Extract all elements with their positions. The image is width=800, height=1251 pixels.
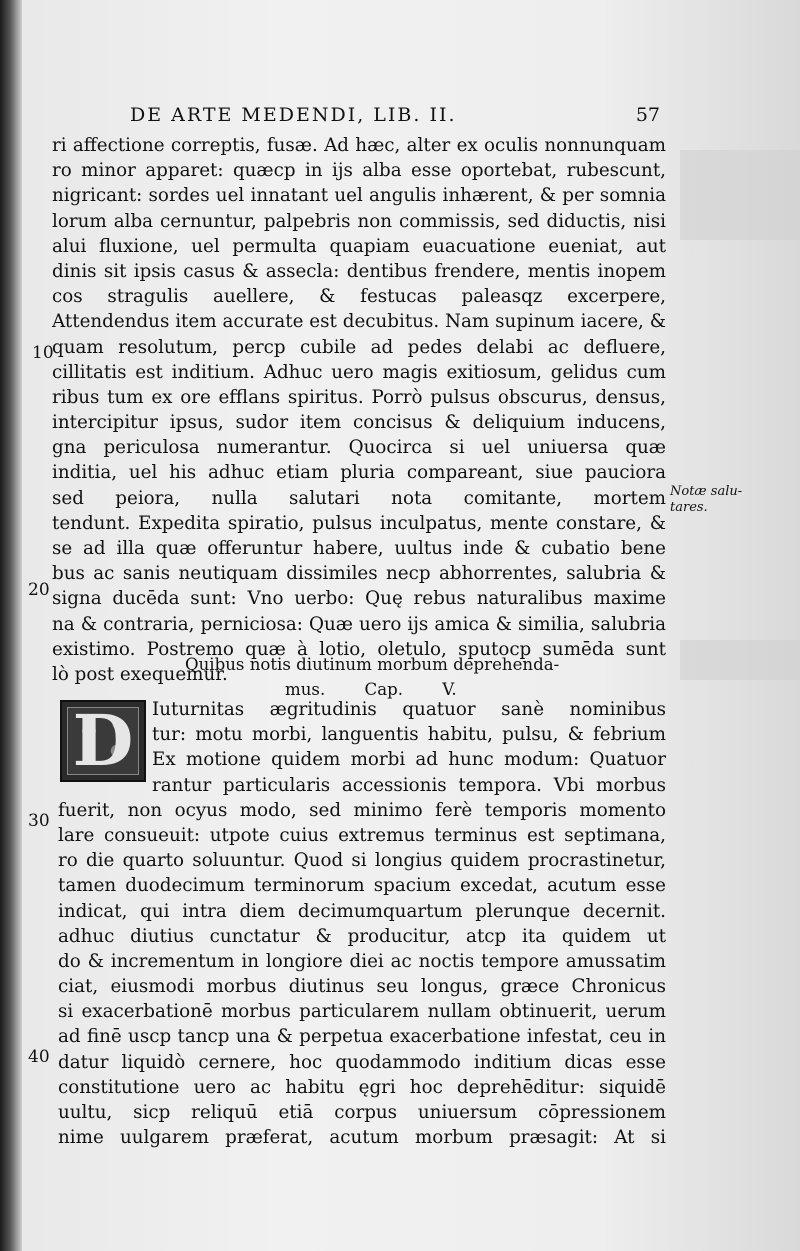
- text-line: na & contraria, perniciosa: Quæ uero ijs amica & similia, salubria: [52, 613, 666, 635]
- text-line: sed peiora, nulla salutari nota comitante, mortem: [52, 487, 666, 509]
- text-line: nigricant: sordes uel innatant uel angulis inhærent, & per somnia: [52, 185, 666, 207]
- line-number: 40: [28, 1047, 50, 1067]
- text-line: quam resolutum, percp cubile ad pedes delabi ac defluere,: [52, 336, 666, 358]
- line-number: 10: [32, 343, 54, 363]
- chapter-number: V.: [442, 680, 457, 699]
- text-block-bottom: [58, 697, 666, 1150]
- text-line: constitutione uero ac habitu ęgri hoc deprehēditur: siquidē: [58, 1076, 666, 1098]
- marginal-note-line: Notæ salu-: [670, 484, 743, 499]
- text-block-top: [52, 133, 666, 687]
- bleed-through-mark: [680, 640, 800, 680]
- running-header: [130, 104, 660, 132]
- text-line: existimo. Postremo quæ à lotio, oletulo, sputocp sumēda sunt: [52, 638, 666, 660]
- text-line: lò post exequemur.: [52, 663, 228, 685]
- chapter-heading: [185, 652, 665, 702]
- text-line: tur: motu morbi, languentis habitu, pulsu, & febrium: [152, 724, 666, 746]
- chapter-heading-word: mus.: [285, 680, 326, 699]
- text-line: ro minor apparet: quæcp in ijs alba esse oportebat, rubescunt,: [52, 160, 666, 182]
- text-line: rantur particularis accessionis tempora. Vbi morbus: [152, 774, 666, 796]
- text-line: ro die quarto soluuntur. Quod si longius quidem procrastinetur,: [58, 850, 666, 872]
- text-line: cos stragulis auellere, & festucas paleasqz excerpere,: [52, 286, 666, 308]
- text-line: fuerit, non ocyus modo, sed minimo ferè temporis momento: [58, 799, 666, 821]
- chapter-heading-line: Quibus notis diutinum morbum deprehenda-: [185, 655, 560, 674]
- text-line: tamen duodecimum terminorum spacium excedat, acutum esse: [58, 875, 666, 897]
- text-line: ribus tum ex ore efflans spiritus. Porrò pulsus obscurus, densus,: [52, 386, 666, 408]
- text-line: ciat, eiusmodi morbus diutinus seu longus, græce Chronicus: [58, 976, 666, 998]
- text-line: bus ac sanis neutiquam dissimiles necp abhorrentes, salubria &: [52, 563, 666, 585]
- text-line: indicat, qui intra diem decimumquartum plerunque decernit.: [58, 900, 666, 922]
- running-title: DE ARTE MEDENDI, LIB. II.: [130, 104, 457, 126]
- text-line: gna periculosa numerantur. Quocirca si uel uniuersa quæ: [52, 437, 666, 459]
- text-line: cillitatis est inditium. Adhuc uero magis exitiosum, gelidus cum: [52, 361, 666, 383]
- drop-cap-letter: D: [72, 699, 134, 782]
- text-line: Attendendus item accurate est decubitus. Nam supinum iacere, &: [52, 311, 666, 333]
- text-line: tendunt. Expedita spiratio, pulsus inculpatus, mente constare, &: [52, 512, 666, 534]
- text-line: lare consueuit: utpote cuius extremus terminus est septimana,: [58, 824, 666, 846]
- text-line: nime uulgarem præferat, acutum morbum præsagit: At si: [58, 1127, 666, 1149]
- text-line: ri affectione correptis, fusæ. Ad hæc, alter ex oculis nonnunquam: [52, 135, 666, 156]
- page-number: 57: [635, 104, 660, 126]
- binding-gutter: [0, 0, 22, 1251]
- text-line: dinis sit ipsis casus & assecla: dentibus frendere, mentis inopem: [52, 260, 666, 282]
- text-line: Ex motione quidem morbi ad hunc modum: Quatuor: [152, 749, 666, 771]
- text-line: uultu, sicp reliquū etiā corpus uniuersum cōpressionem: [58, 1102, 666, 1123]
- text-line: do & incrementum in longiore diei ac noctis tempore amussatim: [58, 950, 666, 972]
- text-line: se ad illa quæ offeruntur habere, uultus inde & cubatio bene: [52, 538, 666, 559]
- text-line: datur liquidò cernere, hoc quodammodo inditium dicas esse: [58, 1051, 666, 1073]
- text-line: intercipitur ipsus, sudor item concisus & deliquium inducens,: [52, 412, 666, 434]
- text-line: Iuturnitas ægritudinis quatuor sanè nominibus: [152, 699, 666, 720]
- line-number: 30: [28, 811, 50, 831]
- line-number: 20: [28, 580, 50, 600]
- chapter-label: Cap.: [364, 680, 403, 699]
- marginal-note-line: tares.: [670, 500, 708, 515]
- text-line: ad finē uscp tancp una & perpetua exacerbatione infestat, ceu in: [58, 1026, 666, 1048]
- text-line: signa ducēda sunt: Vno uerbo: Quę rebus naturalibus maxime: [52, 588, 666, 610]
- marginal-note: [670, 484, 742, 516]
- text-line: si exacerbationē morbus particularem nullam obtinuerit, uerum: [58, 1001, 666, 1023]
- text-line: adhuc diutius cunctatur & producitur, atcp ita quidem ut: [58, 925, 666, 947]
- text-line: alui fluxione, uel permulta quapiam euacuatione eueniat, aut: [52, 235, 666, 257]
- bleed-through-mark: [680, 150, 800, 240]
- text-line: lorum alba cernuntur, palpebris non commissis, sed diductis, nisi: [52, 210, 666, 232]
- text-line: inditia, uel his adhuc etiam pluria compareant, siue pauciora: [52, 462, 666, 484]
